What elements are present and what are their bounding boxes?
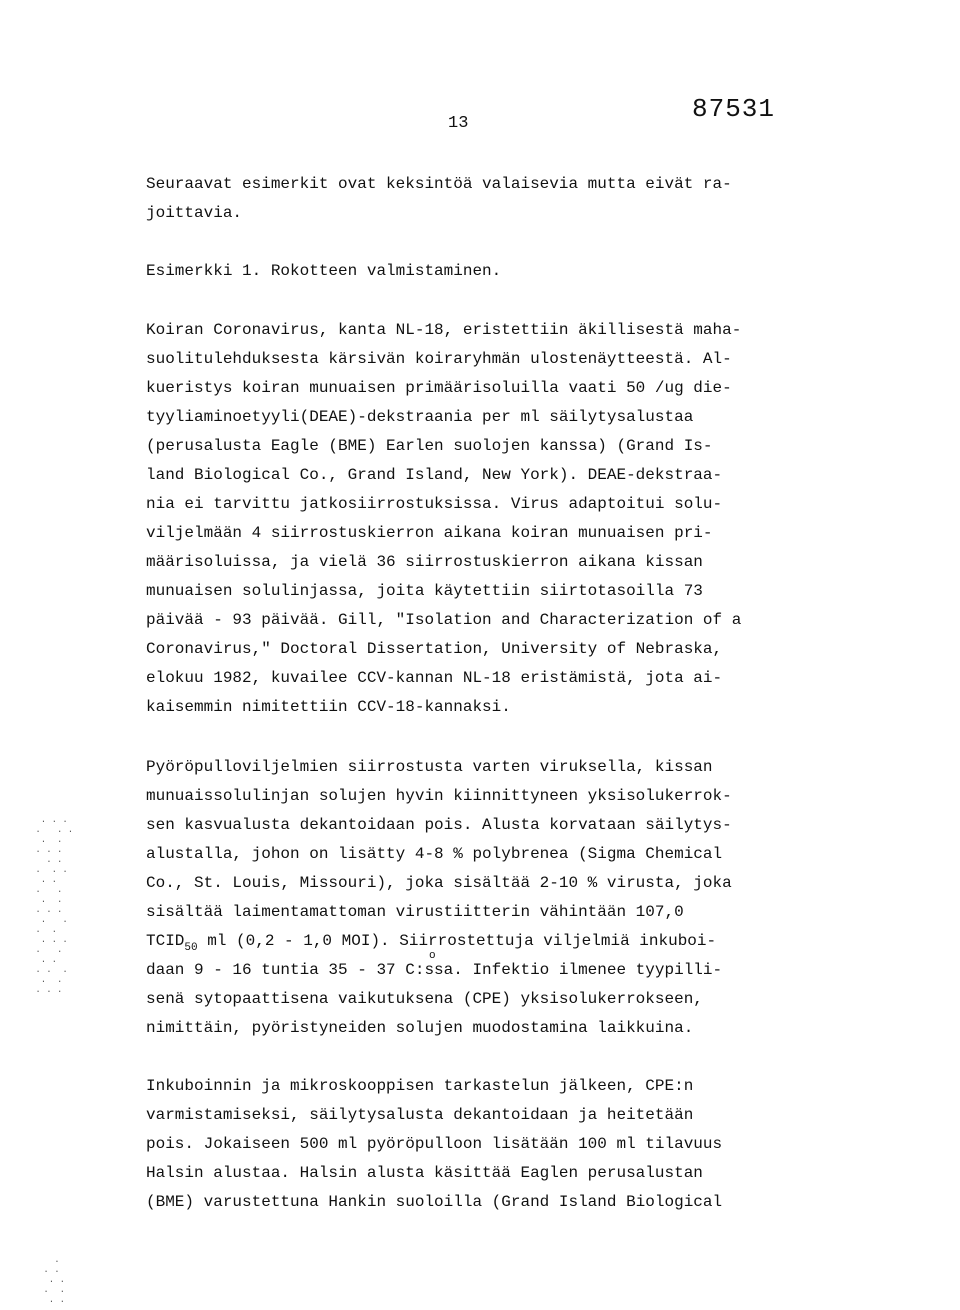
text-line: viljelmään 4 siirrostuskierron aikana koiran munuaisen pri- bbox=[146, 524, 713, 542]
tcid-text: ml (0,2 - 1,0 MOI). Siirrostettuja viljelmiä inkuboi- bbox=[197, 932, 717, 950]
text-line: varmistamiseksi, säilytysalusta dekantoidaan ja heitetään bbox=[146, 1106, 694, 1124]
text-line: päivää - 93 päivää. Gill, "Isolation and Characterization of a bbox=[146, 611, 742, 629]
text-line: nia ei tarvittu jatkosiirrostuksissa. Virus adaptoitui solu- bbox=[146, 495, 723, 513]
text-line: (perusalusta Eagle (BME) Earlen suolojen kanssa) (Grand Is- bbox=[146, 437, 713, 455]
text-line: Coronavirus," Doctoral Dissertation, University of Nebraska, bbox=[146, 640, 723, 658]
page-number: 13 bbox=[448, 114, 469, 133]
scan-speckle: . . . . . . . . . . . . . . . . . . . . . . . . . . . . . . . . . . . . . . . . . . . . bbox=[35, 815, 74, 995]
text-line: munuaissolulinjan solujen hyvin kiinnittyneen yksisolukerrok- bbox=[146, 787, 732, 805]
tcid-label: TCID bbox=[146, 932, 185, 950]
text-line: Pyöröpulloviljelmien siirrostusta varten viruksella, kissan bbox=[146, 758, 713, 776]
text-line: kueristys koiran munuaisen primäärisoluilla vaati 50 /ug die- bbox=[146, 379, 732, 397]
tcid-subscript: 50 bbox=[184, 942, 198, 954]
scan-speckle: . . . . . . . . . bbox=[43, 1255, 66, 1305]
text-line: Seuraavat esimerkit ovat keksintöä valaisevia mutta eivät ra- bbox=[146, 175, 732, 193]
text-line: daan 9 - 16 tuntia 35 - 37 C:ssa. Infektio ilmenee tyypilli- bbox=[146, 961, 723, 979]
text-line: joittavia. bbox=[146, 204, 243, 222]
text-line: elokuu 1982, kuvailee CCV-kannan NL-18 eristämistä, jota ai- bbox=[146, 669, 723, 687]
degree-mark: o bbox=[429, 950, 436, 962]
text-line: Co., St. Louis, Missouri), joka sisältää 2-10 % virusta, joka bbox=[146, 874, 732, 892]
text-line: land Biological Co., Grand Island, New York). DEAE-dekstraa- bbox=[146, 466, 723, 484]
text-line: munuaisen solulinjassa, joita käytettiin siirtotasoilla 73 bbox=[146, 582, 703, 600]
text-line: senä sytopaattisena vaikutuksena (CPE) yksisolukerrokseen, bbox=[146, 990, 703, 1008]
text-line: pois. Jokaiseen 500 ml pyöröpulloon lisätään 100 ml tilavuus bbox=[146, 1135, 723, 1153]
text-line: Inkuboinnin ja mikroskooppisen tarkastelun jälkeen, CPE:n bbox=[146, 1077, 694, 1095]
text-line: suolitulehduksesta kärsivän koiraryhmän ulostenäytteestä. Al- bbox=[146, 350, 732, 368]
text-line: Halsin alustaa. Halsin alusta käsittää Eaglen perusalustan bbox=[146, 1164, 703, 1182]
text-line: kaisemmin nimitettiin CCV-18-kannaksi. bbox=[146, 698, 511, 716]
text-line: tyyliaminoetyyli(DEAE)-dekstraania per ml säilytysalustaa bbox=[146, 408, 694, 426]
text-line: määrisoluissa, ja vielä 36 siirrostuskierron aikana kissan bbox=[146, 553, 703, 571]
text-line: nimittäin, pyöristyneiden solujen muodostamina laikkuina. bbox=[146, 1019, 694, 1037]
text-line: sisältää laimentamattoman virustiitterin vähintään 107,0 bbox=[146, 903, 684, 921]
section-heading: Esimerkki 1. Rokotteen valmistaminen. bbox=[146, 262, 502, 280]
text-line: sen kasvualusta dekantoidaan pois. Alusta korvataan säilytys- bbox=[146, 816, 732, 834]
text-line-tcid bbox=[146, 931, 717, 954]
text-line: alustalla, johon on lisätty 4-8 % polybrenea (Sigma Chemical bbox=[146, 845, 723, 863]
text-line: Koiran Coronavirus, kanta NL-18, eristettiin äkillisestä maha- bbox=[146, 321, 742, 339]
document-number: 87531 bbox=[692, 94, 776, 124]
text-line: (BME) varustettuna Hankin suoloilla (Grand Island Biological bbox=[146, 1193, 723, 1211]
